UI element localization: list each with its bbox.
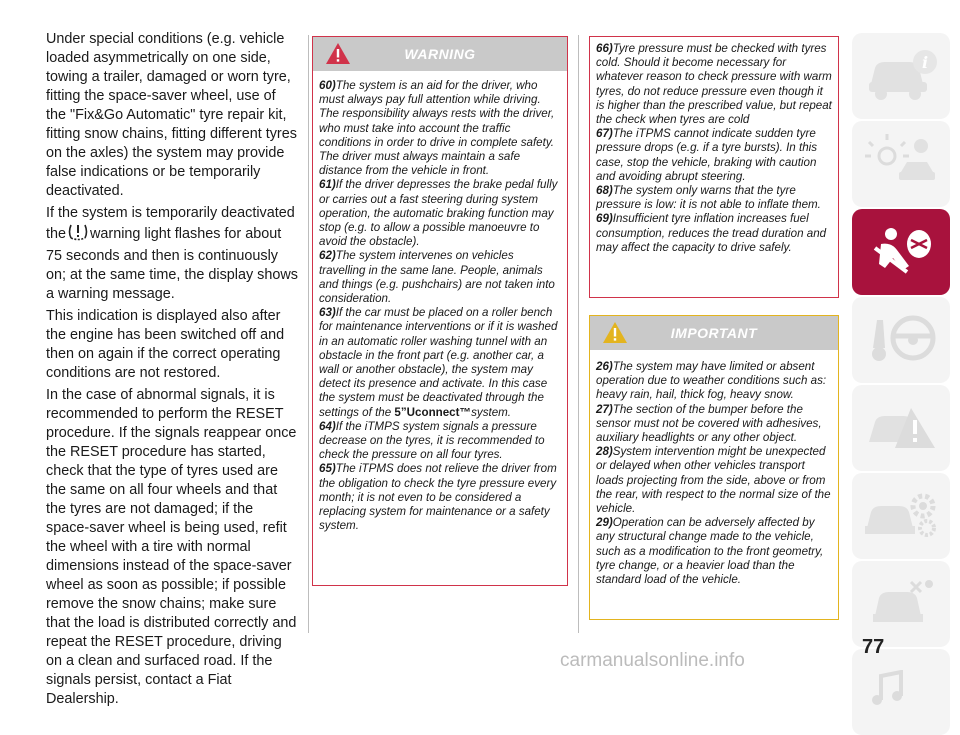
page-number: 77 <box>862 636 885 658</box>
watermark: carmanualsonline.info <box>560 650 745 671</box>
paragraph-deactivated-start: If the system is temporarily deactivated the <box>46 205 295 242</box>
sidebar-item-multimedia[interactable] <box>852 649 950 735</box>
note-text: The iTPMS does not relieve the driver from the obligation to check the tyre pressure every month; it is not even to be considered a replacing system for maintenance or a safety system. <box>319 462 557 533</box>
note-item <box>596 184 832 212</box>
dashboard-lights-icon <box>861 132 941 197</box>
brand-name: 5”Uconnect™ <box>394 405 472 419</box>
note-number: 64) <box>319 419 336 433</box>
airbag-safety-icon <box>861 220 941 285</box>
note-number: 27) <box>596 402 613 416</box>
car-emergency-icon <box>861 396 941 461</box>
warning-body-continued <box>590 37 838 255</box>
note-text: If the car must be placed on a roller bench for maintenance interventions or if it is washed in an automatic roller washing tunnel with an obstacle in the front part (e.g. another car, a wall or another obstacle), the system may detect its presence and activate. In this case the system must be deactivated through the settings of the <box>319 306 558 419</box>
note-item <box>596 42 832 127</box>
sidebar-item-emergency[interactable] <box>852 385 950 471</box>
note-item <box>596 403 832 446</box>
sidebar-item-safety[interactable] <box>852 209 950 295</box>
car-info-icon <box>861 44 941 109</box>
warning-header <box>313 37 567 71</box>
important-body <box>590 350 838 587</box>
note-text: System intervention might be unexpected or delayed when other vehicles transport loads projecting from the side, above or from the rear, with respect to the normal size of the vehicle. <box>596 445 831 516</box>
note-text: The system only warns that the tyre pressure is low: it is not able to inflate them. <box>596 184 821 212</box>
warning-title: WARNING <box>404 45 476 62</box>
important-box <box>589 315 839 620</box>
important-triangle-icon <box>602 321 628 348</box>
car-maintenance-icon <box>861 484 941 549</box>
note-text: Operation can be adversely affected by any structural change made to the vehicle, such as a modification to the front geometry, tyre change, or a heavier load than the standard load of the vehicle. <box>596 516 824 587</box>
note-item <box>596 445 832 516</box>
left-text-column <box>46 30 298 712</box>
note-item <box>596 516 832 587</box>
note-text: The system may have limited or absent operation due to weather conditions such as: heavy rain, hail, thick fog, heavy snow. <box>596 360 827 402</box>
sidebar-item-maintenance[interactable] <box>852 473 950 559</box>
key-steering-wheel-icon <box>861 308 941 373</box>
note-item <box>596 360 832 403</box>
note-text: Insufficient tyre inflation increases fuel consumption, reduces the tread duration and may affect the capacity to drive safely. <box>596 212 827 254</box>
note-number: 63) <box>319 306 336 320</box>
multimedia-icon <box>861 670 941 715</box>
warning-box <box>312 36 568 586</box>
note-number: 66) <box>596 42 613 55</box>
warning-triangle-icon <box>325 42 351 69</box>
note-number: 60) <box>319 79 336 92</box>
note-text: If the driver depresses the brake pedal fully or carries out a fast steering during system operation, the automatic braking function may stop (e.g. to allow a possible manoeuvre to avoid the obstacle). <box>319 178 558 249</box>
note-number: 28) <box>596 445 613 459</box>
note-item <box>596 127 832 184</box>
note-item <box>319 420 561 463</box>
warning-box-continued <box>589 36 839 298</box>
note-text: The section of the bumper before the sensor must not be covered with adhesives, auxiliary headlights or any other object. <box>596 402 822 445</box>
note-number: 62) <box>319 249 336 263</box>
paragraph-reset-procedure: In the case of abnormal signals, it is recommended to perform the RESET procedure. If the signals reappear once the RESET procedure has started, check that the type of tyres used are the same on all four wheels and that the tyres are not damaged; if the space-saver wheel is being used, refit the wheel with a tire with normal dimensions instead of the space-saver wheel as soon as possible; if possible remove the snow chains; make sure that the load is distributed correctly and repeat the RESET procedure, driving on a clean and surfaced road. If the signals persist, contact a Fiat Dealership. <box>46 387 297 707</box>
note-item <box>319 249 561 306</box>
note-text: system. <box>471 405 512 419</box>
tyre-pressure-warning-icon <box>68 223 88 247</box>
note-item <box>319 178 561 249</box>
note-number: 29) <box>596 516 613 530</box>
note-item <box>319 462 561 533</box>
note-number: 65) <box>319 462 336 476</box>
note-item <box>319 306 561 420</box>
svg-text:i: i <box>922 52 929 72</box>
note-number: 26) <box>596 360 613 373</box>
paragraph-engine-restart: This indication is displayed also after the engine has been switched off and then on again if the correct operating conditions are not restored. <box>46 308 285 381</box>
note-number: 68) <box>596 184 613 198</box>
sidebar-item-dashboard-lights[interactable] <box>852 121 950 207</box>
note-text: The iTPMS cannot indicate sudden tyre pressure drops (e.g. if a tyre bursts). In this case, stop the vehicle, braking with caution and avoiding abrupt steering. <box>596 127 818 183</box>
note-text: If the iTMPS system signals a pressure decrease on the tyres, it is recommended to check the pressure on all four tyres. <box>319 419 545 462</box>
note-number: 67) <box>596 127 613 141</box>
warning-body <box>313 71 567 534</box>
important-header <box>590 316 838 350</box>
car-specs-icon <box>861 572 941 637</box>
note-item <box>596 212 832 255</box>
sidebar-item-car-info[interactable] <box>852 33 950 119</box>
paragraph-deactivated <box>46 204 298 304</box>
column-divider <box>308 35 309 633</box>
note-number: 69) <box>596 212 613 226</box>
note-text: The system intervenes on vehicles travelling in the same lane. People, animals and things (e.g. pushchairs) are not taken into consideration. <box>319 249 555 306</box>
column-divider <box>578 35 579 633</box>
important-title: IMPORTANT <box>670 324 758 341</box>
note-item <box>319 79 561 178</box>
note-text: The system is an aid for the driver, who must always pay full attention while driving. The responsibility always rests with the driver, who must take into account the traffic conditions in order to drive in complete safety. The driver must always maintain a safe distance from the vehicle in front. <box>319 79 555 178</box>
sidebar-item-technical-data[interactable] <box>852 561 950 647</box>
note-text: Tyre pressure must be checked with tyres cold. Should it become necessary for whatever reason to check pressure with warm tyres, do not reduce pressure even though it is higher than the prescribed value, but repeat the check when tyres are cold <box>596 42 832 127</box>
paragraph-false-indications: Under special conditions (e.g. vehicle loaded asymmetrically on one side, towing a trailer, damaged or worn tyre, fitting the space-saver wheel, use of the "Fix&Go Automatic" tyre repair kit, fitting snow chains, fitting different tyres on the axles) the system may provide false indications or be temporarily deactivated. <box>46 31 297 199</box>
paragraph-deactivated-end: warning light flashes for about 75 seconds and then is continuously on; at the same time, the display shows a warning message. <box>46 226 298 302</box>
note-number: 61) <box>319 178 336 192</box>
sidebar-item-starting-driving[interactable] <box>852 297 950 383</box>
